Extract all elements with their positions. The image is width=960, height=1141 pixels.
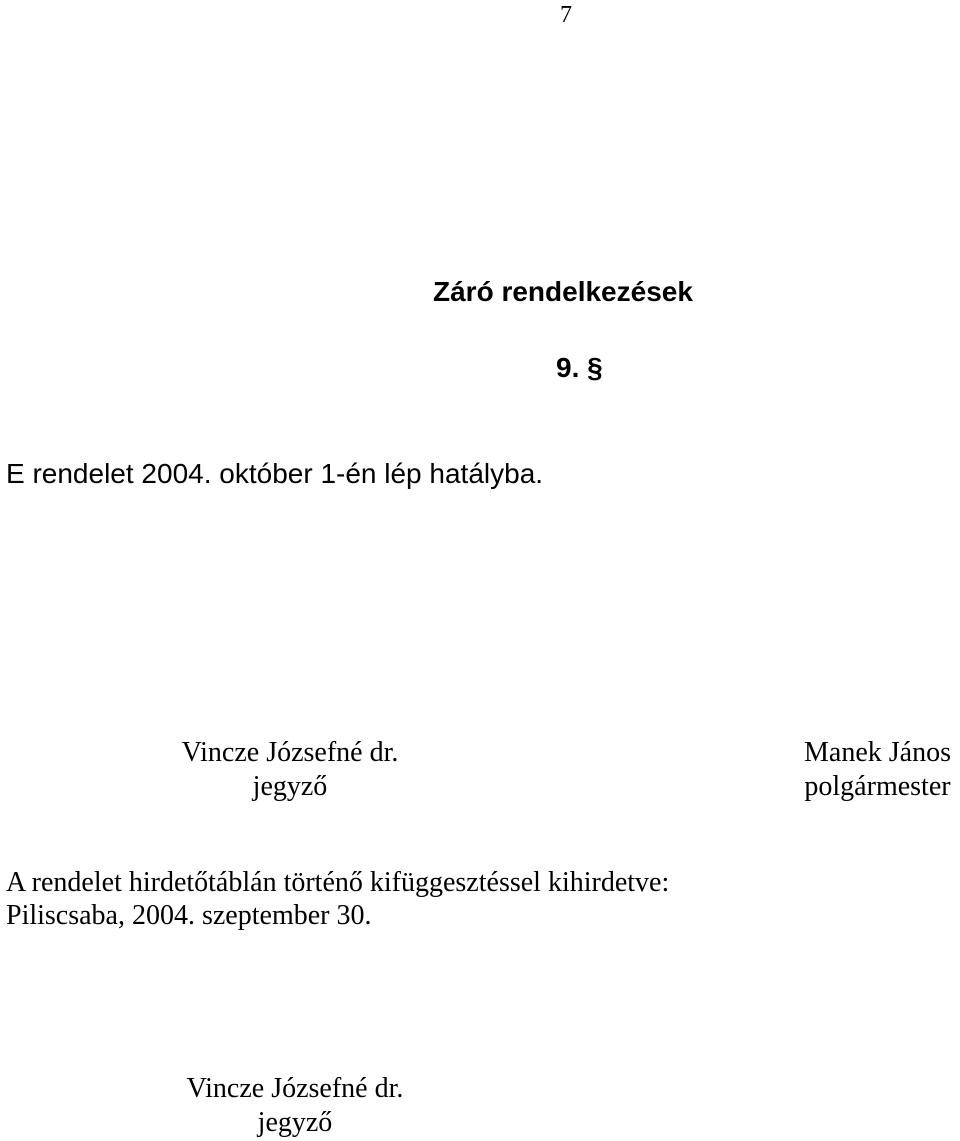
closing-signature-name: Vincze Józsefné dr. <box>186 1073 404 1104</box>
announcement <box>6 866 946 932</box>
signature-notary-role: jegyző <box>252 771 328 802</box>
section-title: Záró rendelkezések <box>433 276 693 307</box>
signature-mayor-role: polgármester <box>804 771 951 802</box>
page-number: 7 <box>560 2 572 28</box>
signature-mayor-name: Manek János <box>804 737 951 768</box>
signature-notary <box>160 736 420 804</box>
body-text: E rendelet 2004. október 1-én lép hatályba. <box>6 458 544 489</box>
announcement-place-date: Piliscsaba, 2004. szeptember 30. <box>6 900 372 931</box>
paragraph-number: 9. § <box>556 352 603 383</box>
signature-notary-name: Vincze Józsefné dr. <box>181 737 399 768</box>
closing-signature-role: jegyző <box>257 1107 333 1138</box>
signature-mayor <box>780 736 960 804</box>
announcement-line: A rendelet hirdetőtáblán történő kifüggesztéssel kihirdetve: <box>6 867 670 898</box>
closing-signature <box>160 1072 430 1140</box>
